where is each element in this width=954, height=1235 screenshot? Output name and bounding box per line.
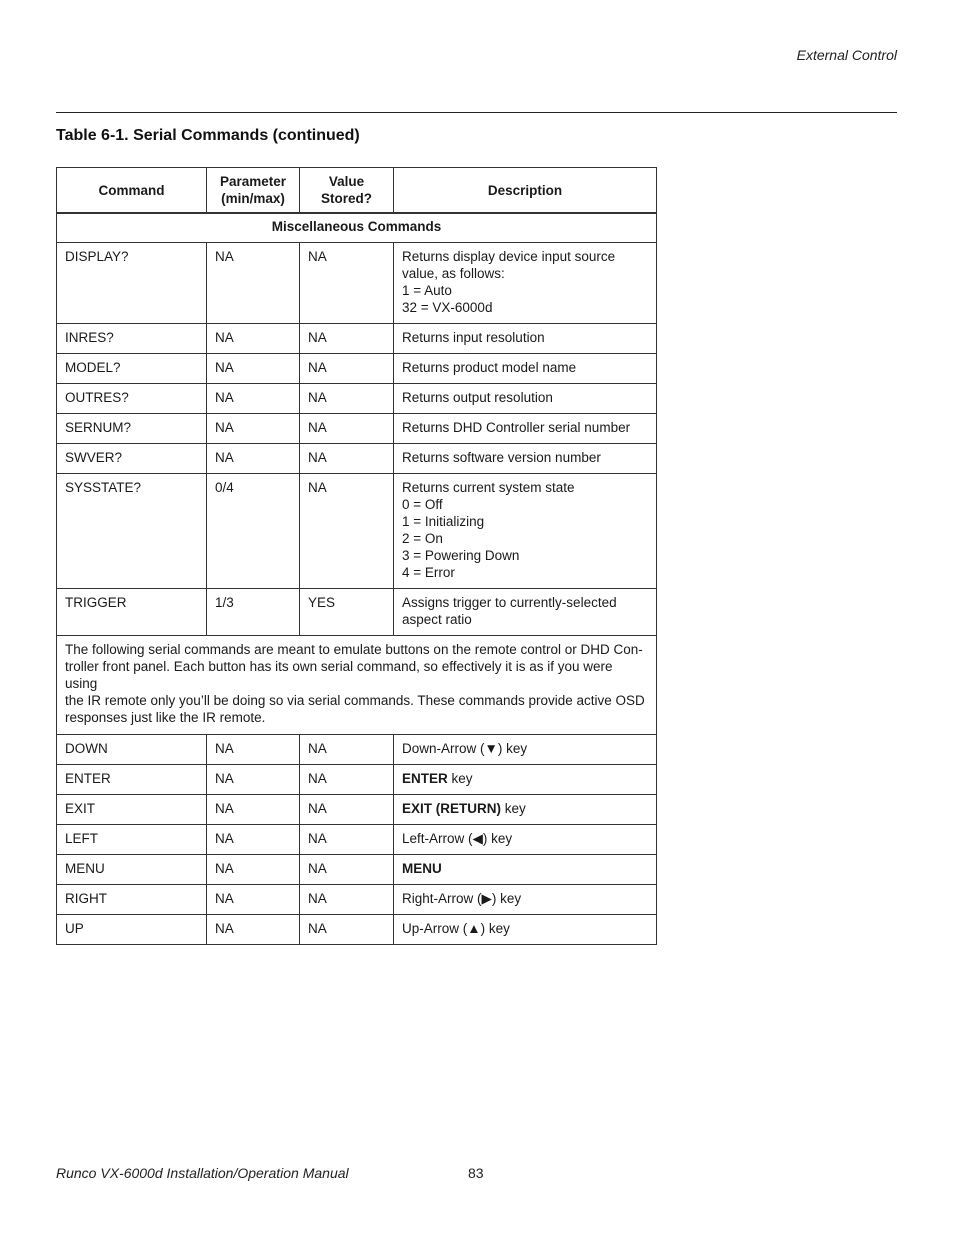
- description-text: Up-Arrow (: [402, 921, 468, 936]
- left-arrow-icon: ◀: [472, 831, 483, 846]
- section-row: [57, 213, 657, 243]
- table-row: [57, 354, 657, 384]
- cell-value-stored: NA: [300, 354, 394, 384]
- cell-command: DISPLAY?: [57, 243, 207, 324]
- table-row: [57, 589, 657, 636]
- column-header-description: Description: [394, 168, 657, 214]
- cell-parameter: NA: [207, 243, 300, 324]
- cell-value-stored: NA: [300, 885, 394, 915]
- cell-description: [394, 765, 657, 795]
- column-header-command: Command: [57, 168, 207, 214]
- cell-value-stored: NA: [300, 795, 394, 825]
- cell-command: OUTRES?: [57, 384, 207, 414]
- description-text: Right-Arrow (: [402, 891, 482, 906]
- table-row: [57, 765, 657, 795]
- column-header-value-stored: Value Stored?: [300, 168, 394, 214]
- description-text: Left-Arrow (: [402, 831, 473, 846]
- section-title: Miscellaneous Commands: [57, 213, 657, 243]
- cell-command: SERNUM?: [57, 414, 207, 444]
- cell-parameter: NA: [207, 915, 300, 945]
- cell-value-stored: NA: [300, 855, 394, 885]
- cell-parameter: NA: [207, 354, 300, 384]
- cell-parameter: NA: [207, 855, 300, 885]
- table-row: [57, 825, 657, 855]
- column-header-parameter: Parameter (min/max): [207, 168, 300, 214]
- description-text: ) key: [491, 891, 522, 906]
- cell-description: Returns product model name: [394, 354, 657, 384]
- cell-description: Returns display device input source value, as follows: 1 = Auto 32 = VX-6000d: [394, 243, 657, 324]
- cell-parameter: 0/4: [207, 474, 300, 589]
- cell-parameter: NA: [207, 384, 300, 414]
- key-name: ENTER: [402, 771, 448, 786]
- key-name: EXIT (RETURN): [402, 801, 501, 816]
- cell-parameter: NA: [207, 735, 300, 765]
- cell-command: MENU: [57, 855, 207, 885]
- cell-description: Returns current system state 0 = Off 1 = Initializing 2 = On 3 = Powering Down 4 = Error: [394, 474, 657, 589]
- description-text: ) key: [482, 831, 513, 846]
- page-number: 83: [468, 1165, 484, 1181]
- remote-emulation-note: The following serial commands are meant to emulate buttons on the remote control or DHD Con- troller front panel. Each button has its own serial command, so effectively it is as if you were using the IR remote only you’ll be doing so via serial commands. These commands provide active OSD responses just like the IR remote.: [57, 636, 657, 735]
- cell-command: SWVER?: [57, 444, 207, 474]
- description-text: key: [447, 771, 473, 786]
- cell-value-stored: NA: [300, 243, 394, 324]
- cell-value-stored: NA: [300, 444, 394, 474]
- cell-parameter: NA: [207, 414, 300, 444]
- cell-parameter: 1/3: [207, 589, 300, 636]
- footer-manual-title: Runco VX-6000d Installation/Operation Manual: [56, 1165, 349, 1181]
- header-rule: [56, 112, 897, 113]
- description-text: ) key: [497, 741, 528, 756]
- cell-command: RIGHT: [57, 885, 207, 915]
- table-row: [57, 324, 657, 354]
- running-head: External Control: [796, 47, 897, 63]
- cell-value-stored: YES: [300, 589, 394, 636]
- table-row: [57, 735, 657, 765]
- cell-command: DOWN: [57, 735, 207, 765]
- cell-description: Returns software version number: [394, 444, 657, 474]
- cell-description: [394, 735, 657, 765]
- cell-value-stored: NA: [300, 324, 394, 354]
- cell-description: [394, 825, 657, 855]
- cell-description: Returns DHD Controller serial number: [394, 414, 657, 444]
- description-text: ) key: [480, 921, 510, 936]
- cell-value-stored: NA: [300, 765, 394, 795]
- cell-value-stored: NA: [300, 825, 394, 855]
- table-row: [57, 855, 657, 885]
- description-text: key: [501, 801, 526, 816]
- right-arrow-icon: ▶: [481, 891, 492, 906]
- cell-description: [394, 915, 657, 945]
- cell-value-stored: NA: [300, 384, 394, 414]
- cell-description: Returns output resolution: [394, 384, 657, 414]
- table-row: [57, 795, 657, 825]
- cell-value-stored: NA: [300, 915, 394, 945]
- table-row: [57, 414, 657, 444]
- cell-value-stored: NA: [300, 474, 394, 589]
- table-header-row: [57, 168, 657, 214]
- cell-description: [394, 795, 657, 825]
- cell-parameter: NA: [207, 795, 300, 825]
- cell-command: TRIGGER: [57, 589, 207, 636]
- table-row: [57, 474, 657, 589]
- cell-command: UP: [57, 915, 207, 945]
- table-row: [57, 384, 657, 414]
- cell-command: LEFT: [57, 825, 207, 855]
- cell-command: EXIT: [57, 795, 207, 825]
- cell-value-stored: NA: [300, 735, 394, 765]
- cell-parameter: NA: [207, 885, 300, 915]
- cell-parameter: NA: [207, 825, 300, 855]
- key-name: MENU: [402, 861, 442, 876]
- note-row: [57, 636, 657, 735]
- cell-value-stored: NA: [300, 414, 394, 444]
- cell-parameter: NA: [207, 444, 300, 474]
- cell-description: Returns input resolution: [394, 324, 657, 354]
- cell-command: ENTER: [57, 765, 207, 795]
- table-caption: Table 6-1. Serial Commands (continued): [56, 127, 360, 144]
- table-row: [57, 243, 657, 324]
- table-row: [57, 444, 657, 474]
- cell-description: [394, 855, 657, 885]
- table-row: [57, 915, 657, 945]
- description-text: Down-Arrow (: [402, 741, 485, 756]
- cell-command: SYSSTATE?: [57, 474, 207, 589]
- cell-command: MODEL?: [57, 354, 207, 384]
- cell-description: Assigns trigger to currently-selected aspect ratio: [394, 589, 657, 636]
- cell-description: [394, 885, 657, 915]
- serial-commands-table: [56, 167, 657, 945]
- down-arrow-icon: ▼: [484, 741, 498, 756]
- cell-parameter: NA: [207, 324, 300, 354]
- cell-parameter: NA: [207, 765, 300, 795]
- up-arrow-icon: ▲: [467, 921, 481, 936]
- cell-command: INRES?: [57, 324, 207, 354]
- table-row: [57, 885, 657, 915]
